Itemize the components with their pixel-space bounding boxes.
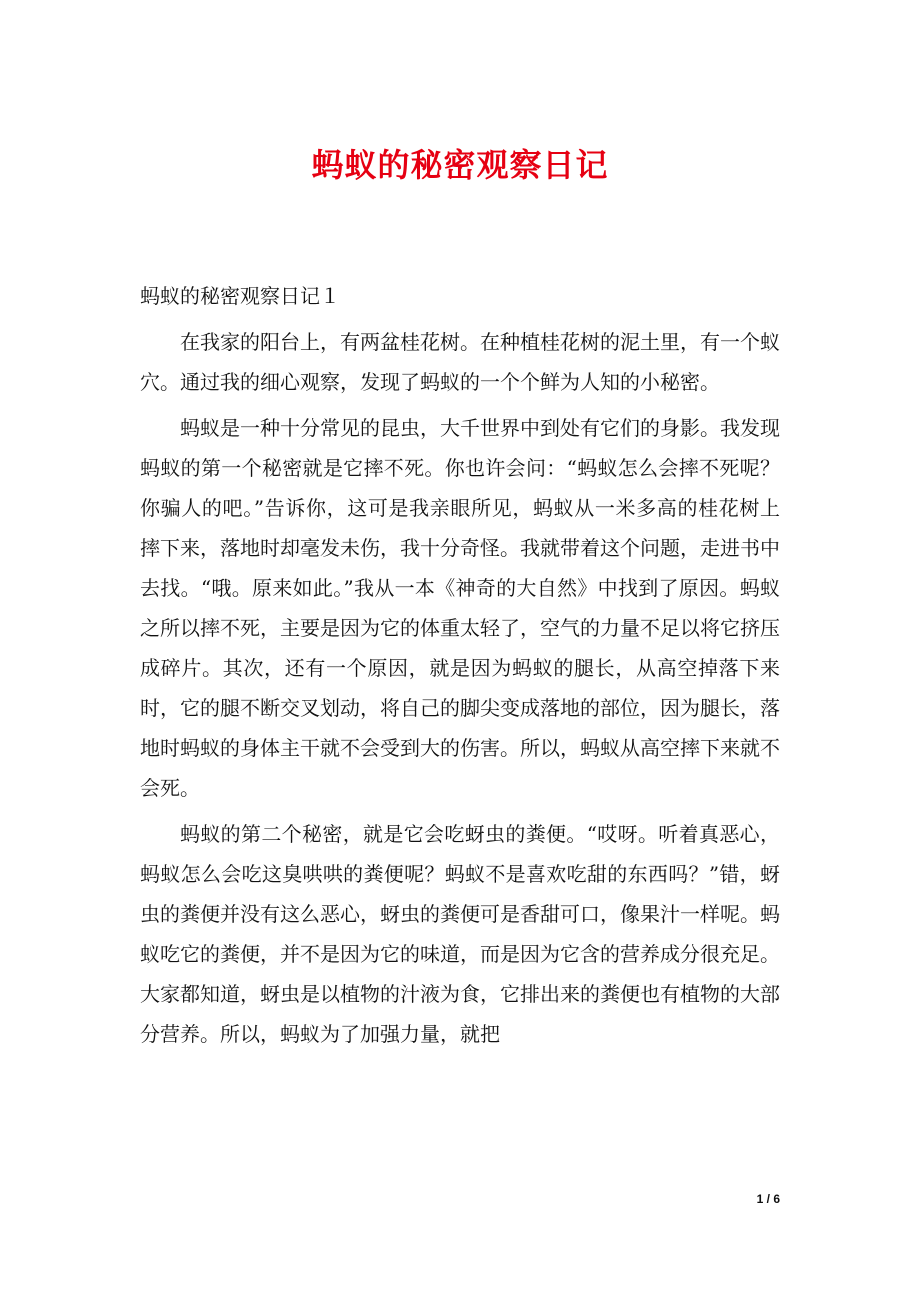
paragraph: 蚂蚁的第二个秘密，就是它会吃蚜虫的粪便。“哎呀。听着真恶心，蚂蚁怎么会吃这臭哄哄的粪便呢？蚂蚁不是喜欢吃甜的东西吗？”错，蚜虫的粪便并没有这么恶心，蚜虫的粪便可是香甜可口，像果汁一样呢。蚂蚁吃它的粪便，并不是因为它的味道，而是因为它含的营养成分很充足。大家都知道，蚜虫是以植物的汁液为食，它排出来的粪便也有植物的大部分营养。所以，蚂蚁为了加强力量，就把 — [140, 822, 780, 1046]
entry-heading: 蚂蚁的秘密观察日记１ — [140, 284, 340, 308]
document-title: 蚂蚁的秘密观察日记 — [311, 146, 609, 184]
document-body — [140, 322, 780, 1060]
page-number: 1 / 6 — [756, 1192, 780, 1206]
paragraph: 蚂蚁是一种十分常见的昆虫，大千世界中到处有它们的身影。我发现蚂蚁的第一个秘密就是它摔不死。你也许会问：“蚂蚁怎么会摔不死呢？你骗人的吧。”告诉你，这可是我亲眼所见，蚂蚁从一米多高的桂花树上摔下来，落地时却毫发未伤，我十分奇怪。我就带着这个问题，走进书中去找。“哦。原来如此。”我从一本《神奇的大自然》中找到了原因。蚂蚁之所以摔不死，主要是因为它的体重太轻了，空气的力量不足以将它挤压成碎片。其次，还有一个原因，就是因为蚂蚁的腿长，从高空掉落下来时，它的腿不断交叉划动，将自己的脚尖变成落地的部位，因为腿长，落地时蚂蚁的身体主干就不会受到大的伤害。所以，蚂蚁从高空摔下来就不会死。 — [140, 416, 780, 800]
paragraph: 在我家的阳台上，有两盆桂花树。在种植桂花树的泥土里，有一个蚁穴。通过我的细心观察，发现了蚂蚁的一个个鲜为人知的小秘密。 — [140, 330, 780, 394]
